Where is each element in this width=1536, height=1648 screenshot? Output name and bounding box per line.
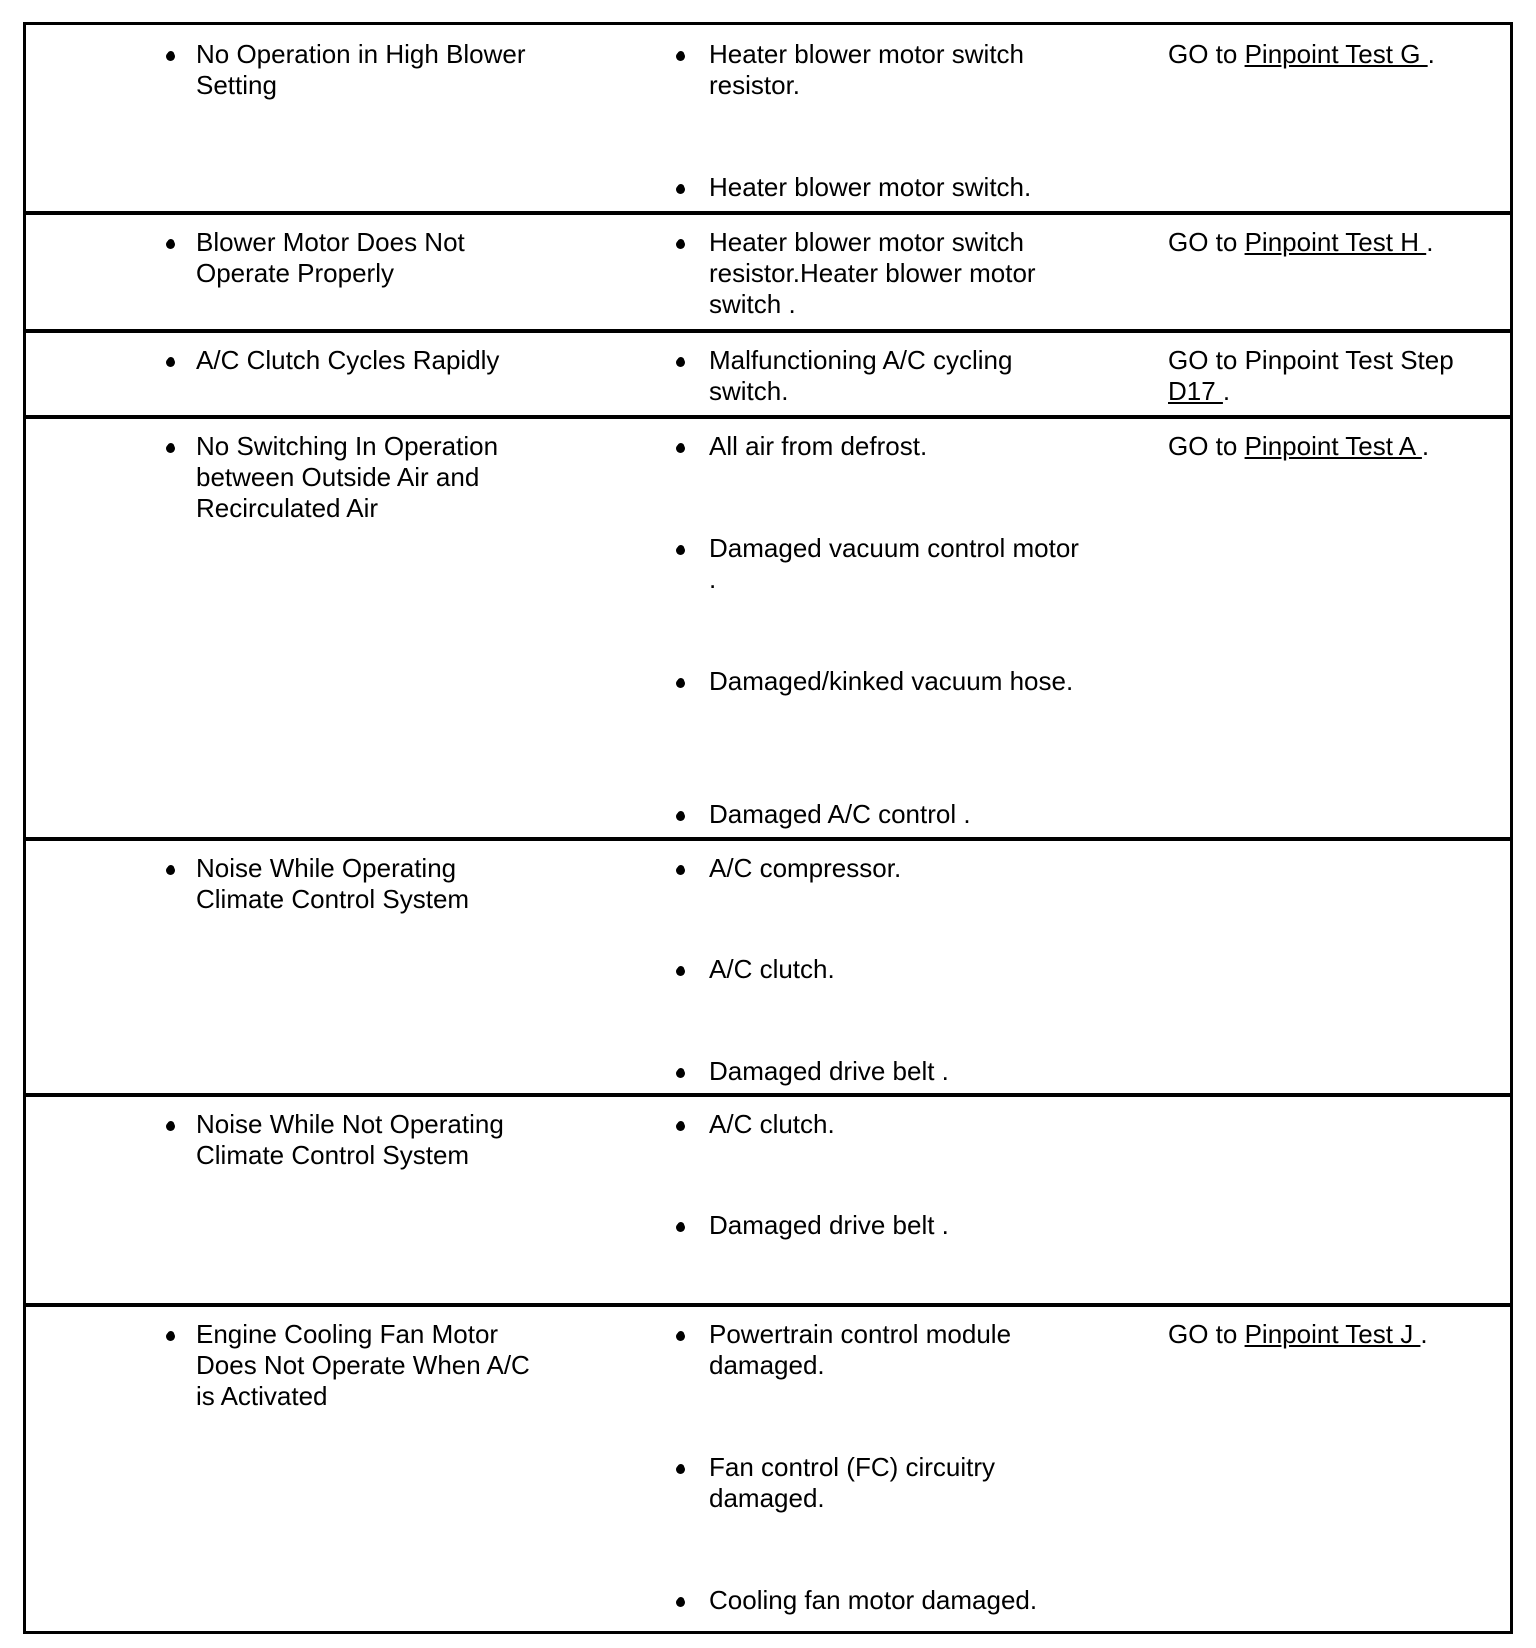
symptom-text: A/C Clutch Cycles Rapidly — [196, 345, 500, 375]
bullet-icon — [676, 1465, 685, 1474]
cause-text: All air from defrost. — [709, 431, 928, 461]
table-row — [26, 329, 1510, 415]
action-suffix: . — [1427, 39, 1435, 69]
symptom-text: Engine Cooling Fan Motor Does Not Operate When A/C is Activated — [196, 1319, 530, 1411]
symptom-text: Noise While Operating Climate Control System — [196, 853, 470, 914]
bullet-icon — [676, 1122, 685, 1131]
cause-text: Damaged vacuum control motor . — [709, 533, 1079, 594]
symptom-text: Blower Motor Does Not Operate Properly — [196, 227, 465, 288]
action-cell — [1168, 345, 1508, 407]
bullet-icon — [676, 812, 685, 821]
pinpoint-test-link[interactable]: Pinpoint Test H — [1244, 227, 1427, 257]
bullet-icon — [676, 546, 685, 555]
pinpoint-test-link[interactable]: D17 — [1168, 376, 1223, 406]
symptom-cell — [166, 1109, 556, 1171]
cause-text: Malfunctioning A/C cycling switch. — [709, 345, 1013, 406]
pinpoint-test-link[interactable]: Pinpoint Test J — [1244, 1319, 1421, 1349]
action-text: GO to — [1168, 431, 1245, 461]
table-row — [26, 25, 1510, 211]
symptom-cell — [166, 853, 556, 915]
cause-text: Heater blower motor switch resistor. — [709, 39, 1024, 100]
bullet-icon — [676, 1223, 685, 1232]
bullet-icon — [166, 358, 175, 367]
bullet-icon — [166, 444, 175, 453]
action-suffix: . — [1420, 1319, 1428, 1349]
action-text: GO to — [1168, 39, 1245, 69]
symptom-cell — [166, 431, 556, 524]
bullet-icon — [676, 185, 685, 194]
bullet-icon — [676, 444, 685, 453]
bullet-icon — [676, 1069, 685, 1078]
action-cell — [1168, 431, 1508, 462]
bullet-icon — [676, 52, 685, 61]
table-row — [26, 1093, 1510, 1303]
cause-cell — [676, 227, 1106, 320]
bullet-icon — [676, 866, 685, 875]
pinpoint-test-link[interactable]: Pinpoint Test A — [1244, 431, 1422, 461]
action-cell — [1168, 227, 1508, 258]
cause-text: A/C clutch. — [709, 954, 835, 984]
bullet-icon — [676, 967, 685, 976]
action-suffix: . — [1222, 376, 1231, 406]
action-suffix: . — [1421, 431, 1430, 461]
cause-text: Damaged A/C control . — [709, 799, 971, 829]
bullet-icon — [166, 52, 175, 61]
table-row — [26, 415, 1510, 837]
table-row — [26, 837, 1510, 1093]
table-row — [26, 211, 1510, 329]
cause-text: Powertrain control module damaged. — [709, 1319, 1012, 1380]
bullet-icon — [676, 240, 685, 249]
symptom-text: No Switching In Operation between Outside Air and Recirculated Air — [196, 431, 499, 523]
symptom-text: Noise While Not Operating Climate Control System — [196, 1109, 504, 1170]
action-cell — [1168, 39, 1508, 70]
cause-text: A/C compressor. — [709, 853, 902, 883]
cause-text: Damaged drive belt . — [709, 1056, 949, 1086]
cause-text: Cooling fan motor damaged. — [709, 1585, 1038, 1615]
action-cell — [1168, 1319, 1508, 1350]
symptom-chart-table — [23, 22, 1513, 1634]
bullet-icon — [166, 1332, 175, 1341]
bullet-icon — [676, 358, 685, 367]
bullet-icon — [676, 1332, 685, 1341]
bullet-icon — [166, 1122, 175, 1131]
symptom-cell — [166, 345, 556, 376]
symptom-cell — [166, 1319, 556, 1412]
cause-text: Fan control (FC) circuitry damaged. — [709, 1452, 996, 1513]
cause-cell — [676, 345, 1106, 407]
symptom-text: No Operation in High Blower Setting — [196, 39, 526, 100]
bullet-icon — [166, 866, 175, 875]
cause-text: Damaged drive belt . — [709, 1210, 949, 1240]
cause-text: Damaged/kinked vacuum hose. — [709, 666, 1074, 696]
action-text: GO to — [1168, 227, 1245, 257]
symptom-cell — [166, 227, 556, 289]
cause-text: A/C clutch. — [709, 1109, 835, 1139]
bullet-icon — [676, 1598, 685, 1607]
bullet-icon — [676, 679, 685, 688]
action-text: GO to — [1168, 1319, 1245, 1349]
pinpoint-test-link[interactable]: Pinpoint Test G — [1244, 39, 1428, 69]
bullet-icon — [166, 240, 175, 249]
action-suffix: . — [1426, 227, 1434, 257]
symptom-cell — [166, 39, 556, 101]
cause-text: Heater blower motor switch resistor.Heater blower motor switch . — [709, 227, 1036, 319]
action-text: GO to Pinpoint Test Step — [1168, 345, 1454, 375]
cause-text: Heater blower motor switch. — [709, 172, 1032, 202]
table-row — [26, 1303, 1510, 1631]
